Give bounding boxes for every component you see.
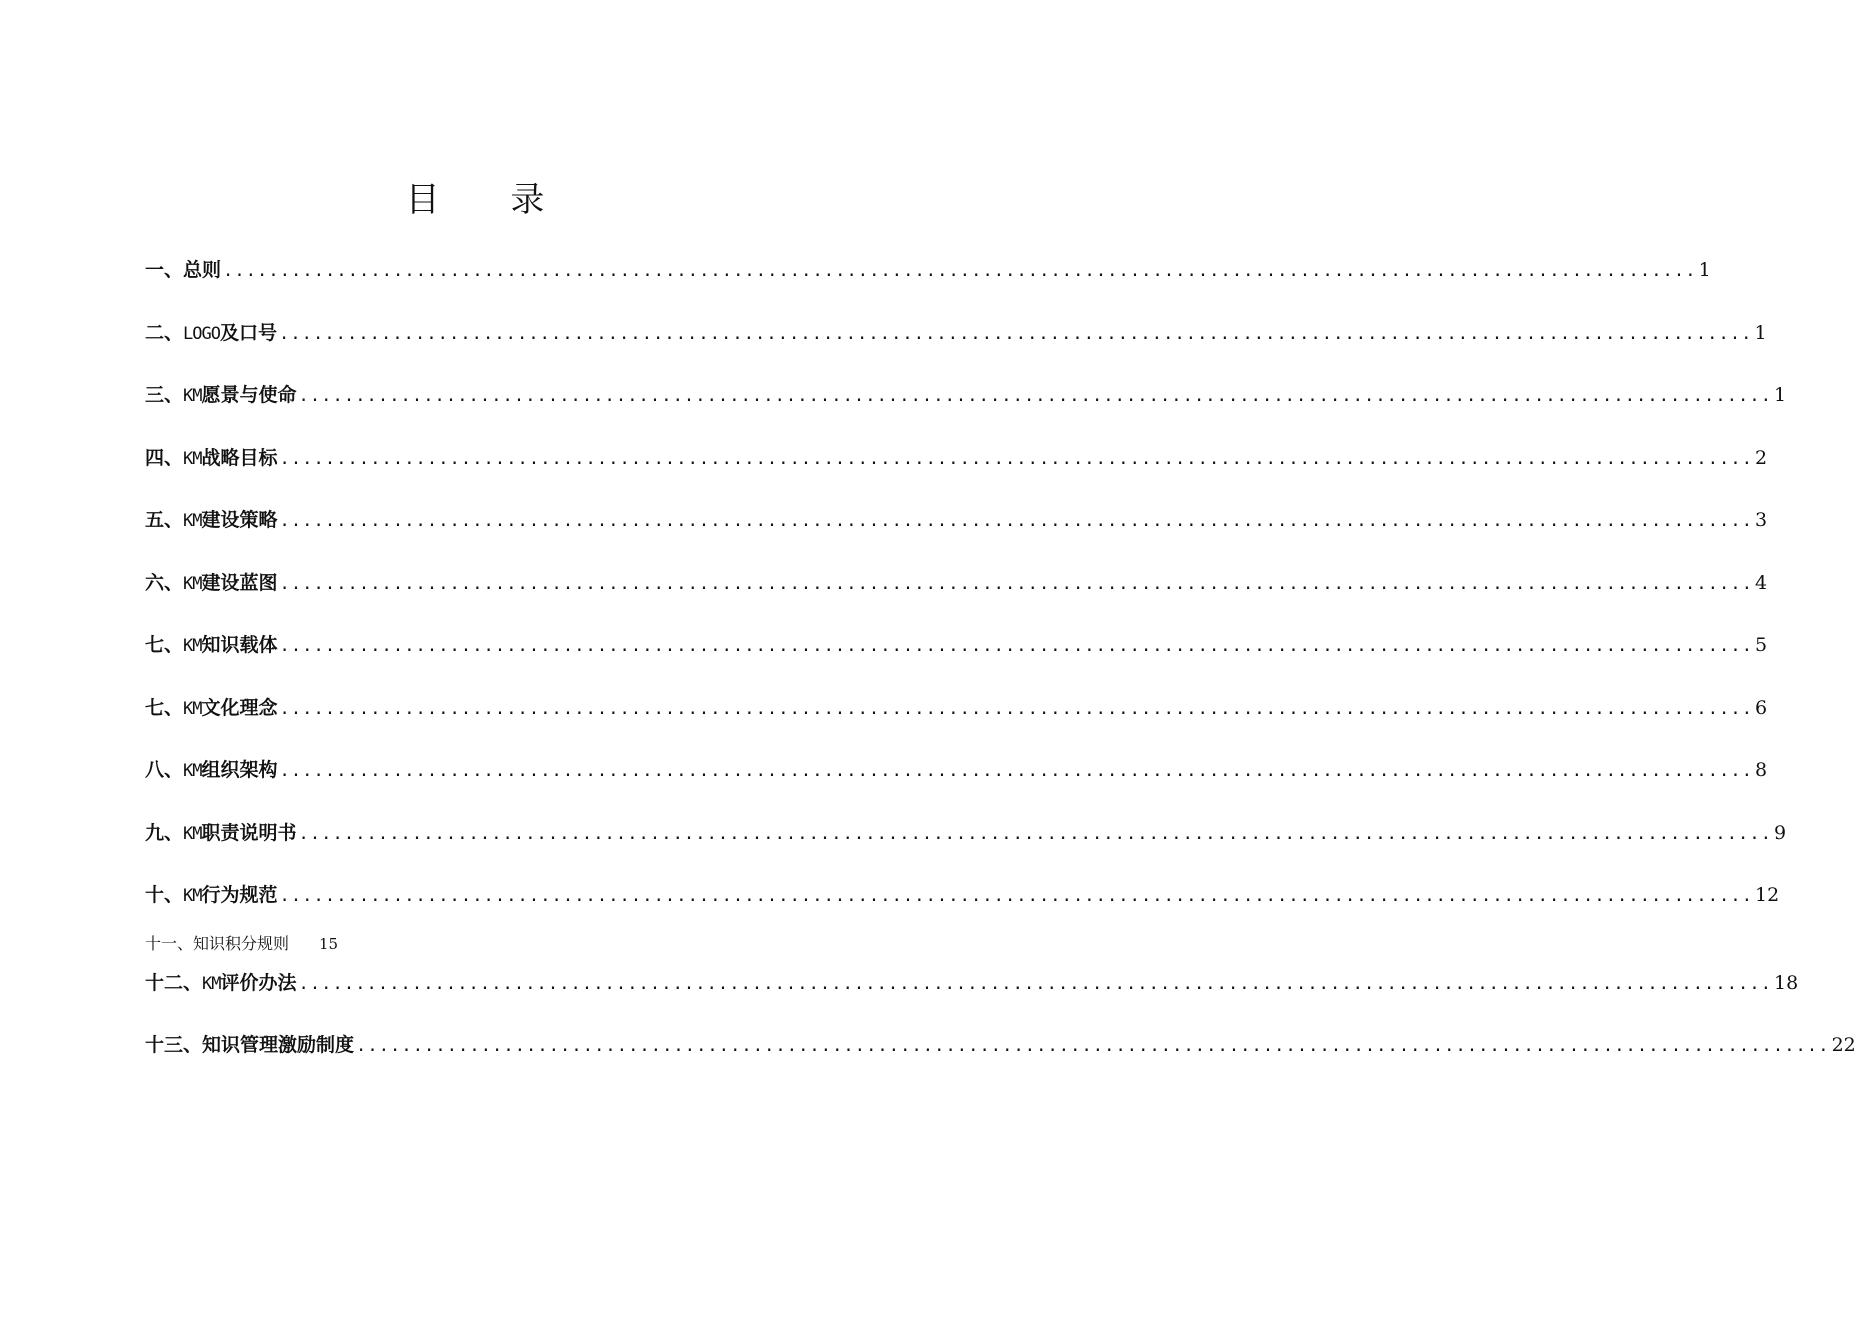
toc-page-number: 3 <box>1755 509 1768 531</box>
dot-leader: .................................................................................................................................. <box>278 324 1753 344</box>
toc-entry[interactable] <box>145 755 1768 789</box>
toc-entry-label: 十二、KM评价办法 <box>145 972 297 994</box>
toc-page-number: 1 <box>1754 322 1767 344</box>
dot-leader: .................................................................................................................................. <box>279 511 1754 531</box>
toc-entry[interactable] <box>145 818 1787 852</box>
toc-page-number: 1 <box>1774 384 1787 406</box>
toc-entry-label: 十三、知识管理激励制度 <box>145 1034 355 1056</box>
toc-page-number: 1 <box>1698 259 1711 281</box>
toc-entry-label: 五、KM建设策略 <box>145 509 278 531</box>
dot-leader: .................................................................................................................................. <box>298 824 1773 844</box>
toc-entry-label: 四、KM战略目标 <box>145 447 278 469</box>
toc-page-number: 9 <box>1774 822 1787 844</box>
toc-page-number: 2 <box>1755 447 1768 469</box>
toc-entry[interactable] <box>145 630 1768 664</box>
toc-entry[interactable] <box>145 1030 1856 1064</box>
toc-entry[interactable] <box>145 880 1780 914</box>
dot-leader: .................................................................................................................................. <box>298 386 1773 406</box>
dot-leader: .................................................................................................................................. <box>279 449 1754 469</box>
toc-entry[interactable] <box>145 380 1787 414</box>
dot-leader: .................................................................................................................................. <box>279 699 1754 719</box>
toc-entry-label: 十一、知识积分规则 <box>145 934 290 953</box>
dot-leader: .................................................................................................................................. <box>356 1036 1830 1056</box>
toc-entry-label: 二、LOGO及口号 <box>145 322 277 344</box>
dot-leader: .................................................................................................................................. <box>223 261 1697 281</box>
toc-entry-label: 八、KM组织架构 <box>145 759 278 781</box>
toc-entry-label: 十、KM行为规范 <box>145 884 278 906</box>
toc-entry[interactable] <box>145 693 1768 727</box>
toc-page-number: 15 <box>319 935 339 953</box>
toc-entry[interactable] <box>145 505 1768 539</box>
toc-page-number: 8 <box>1755 759 1768 781</box>
toc-entry-label: 九、KM职责说明书 <box>145 822 297 844</box>
toc-page-number: 6 <box>1755 697 1768 719</box>
toc-entry[interactable] <box>145 443 1768 477</box>
toc-entry-label: 一、总则 <box>145 259 222 281</box>
dot-leader: .................................................................................................................................. <box>279 574 1754 594</box>
toc-entry-label: 三、KM愿景与使命 <box>145 384 297 406</box>
toc-page-number: 4 <box>1755 572 1768 594</box>
dot-leader: .................................................................................................................................. <box>279 886 1754 906</box>
toc-entry[interactable] <box>145 255 1711 289</box>
toc-entry[interactable] <box>145 318 1767 352</box>
toc-entry-plain[interactable] <box>145 931 338 954</box>
toc-entry[interactable] <box>145 968 1799 1002</box>
toc-entry-label: 七、KM知识载体 <box>145 634 278 656</box>
toc-page-number: 22 <box>1831 1034 1856 1056</box>
dot-leader: .................................................................................................................................. <box>279 761 1754 781</box>
toc-page-number: 12 <box>1755 884 1780 906</box>
dot-leader: .................................................................................................................................. <box>279 636 1754 656</box>
toc-entry-label: 七、KM文化理念 <box>145 697 278 719</box>
toc-title: 目 录 <box>405 180 575 220</box>
toc-entry[interactable] <box>145 568 1768 602</box>
dot-leader: .................................................................................................................................. <box>298 974 1773 994</box>
toc-entry-label: 六、KM建设蓝图 <box>145 572 278 594</box>
toc-page-number: 18 <box>1774 972 1799 994</box>
toc-page-number: 5 <box>1755 634 1768 656</box>
